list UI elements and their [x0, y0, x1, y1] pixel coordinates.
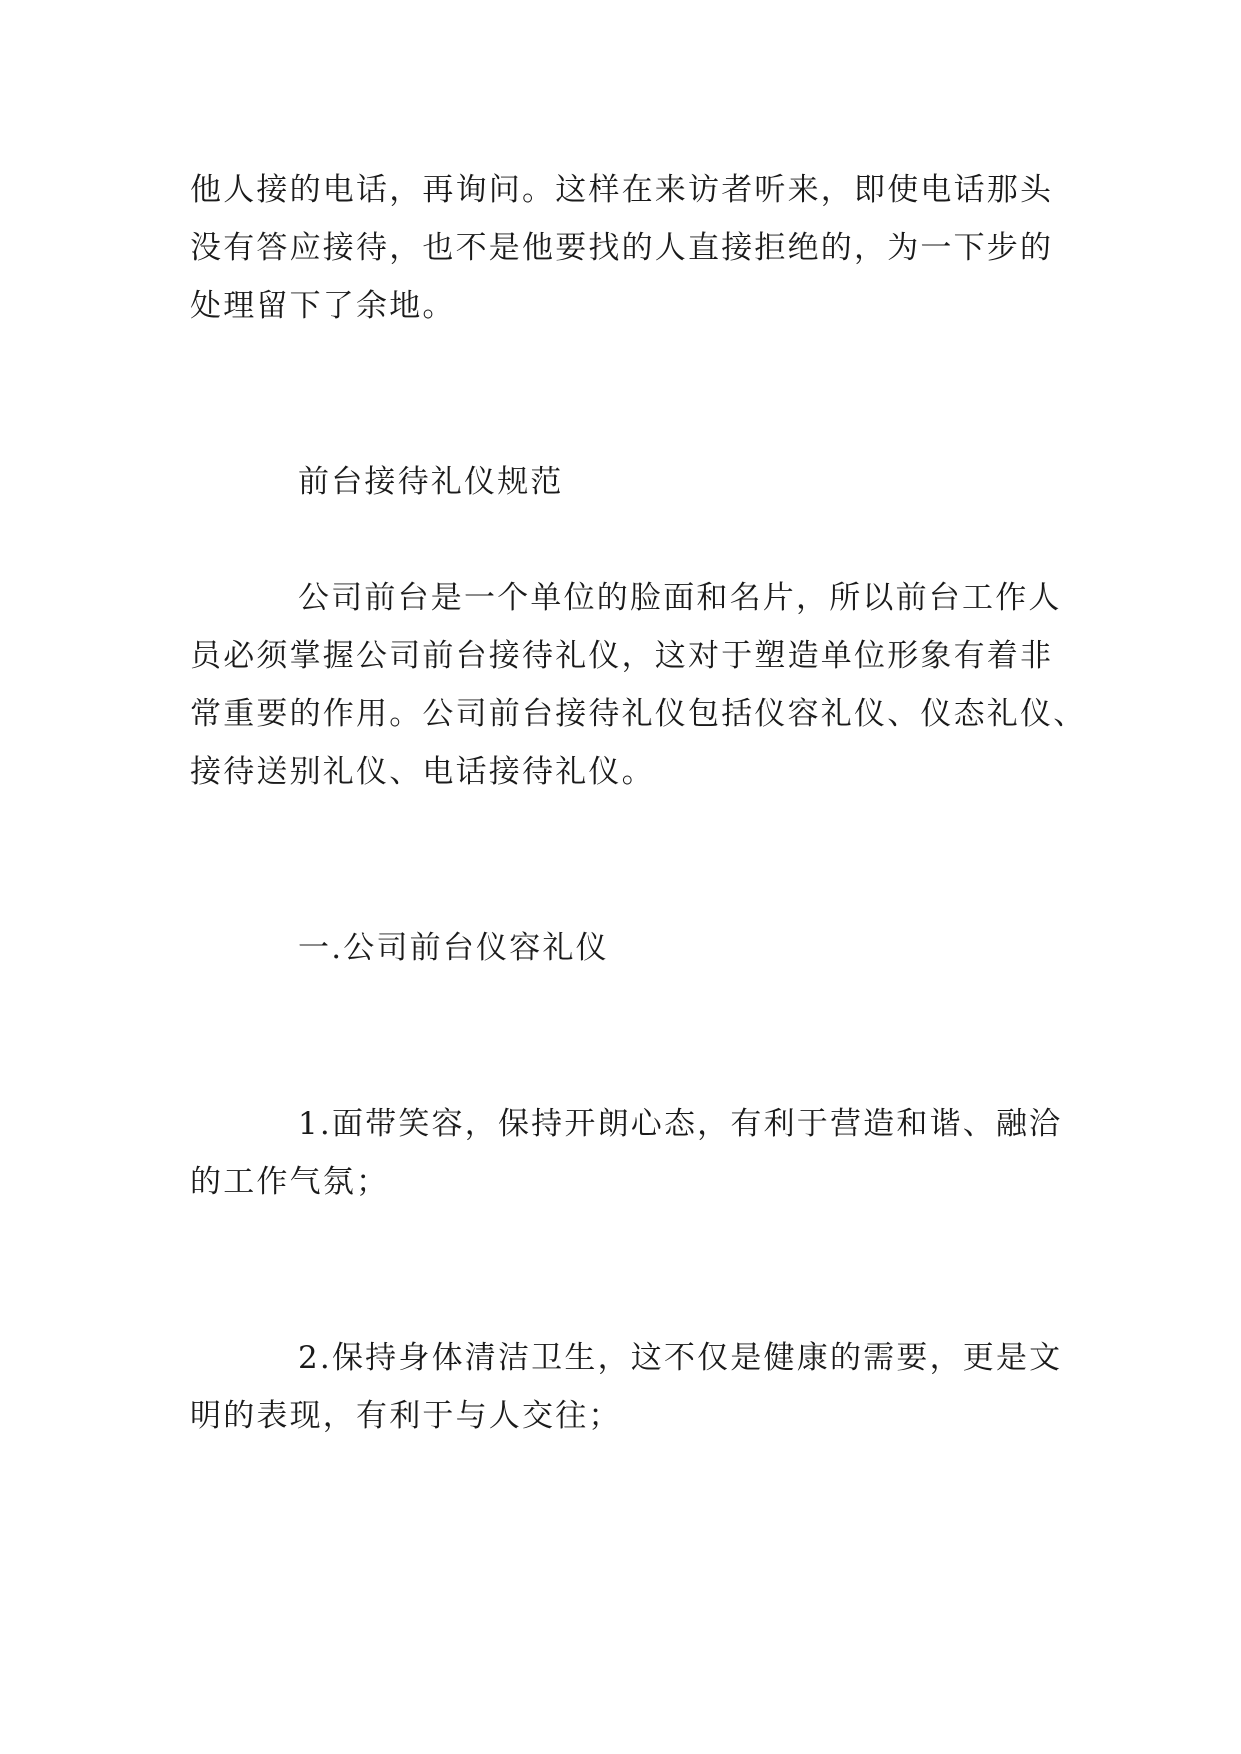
paragraph-1-line-1: 他人接的电话，再询问。这样在来访者听来，即使电话那头 — [190, 172, 1054, 208]
list-item-1-line-1: 1.面带笑容，保持开朗心态，有利于营造和谐、融洽 — [298, 1106, 1063, 1142]
list-item-2-line-1: 2.保持身体清洁卫生，这不仅是健康的需要，更是文 — [298, 1340, 1063, 1376]
list-item-1-line-2: 的工作气氛； — [190, 1164, 390, 1200]
paragraph-2-line-4: 接待送别礼仪、电话接待礼仪。 — [190, 754, 655, 790]
paragraph-1-line-2: 没有答应接待，也不是他要找的人直接拒绝的，为一下步的 — [190, 230, 1054, 266]
paragraph-1-line-3: 处理留下了余地。 — [190, 288, 456, 324]
section-heading-reception-etiquette: 前台接待礼仪规范 — [298, 464, 564, 500]
paragraph-2-line-3: 常重要的作用。公司前台接待礼仪包括仪容礼仪、仪态礼仪、 — [190, 696, 1087, 732]
paragraph-2-line-2: 员必须掌握公司前台接待礼仪，这对于塑造单位形象有着非 — [190, 638, 1054, 674]
section-heading-appearance-etiquette: 一.公司前台仪容礼仪 — [298, 930, 609, 966]
paragraph-2-line-1: 公司前台是一个单位的脸面和名片，所以前台工作人 — [298, 580, 1062, 616]
list-item-2-line-2: 明的表现，有利于与人交往； — [190, 1398, 622, 1434]
